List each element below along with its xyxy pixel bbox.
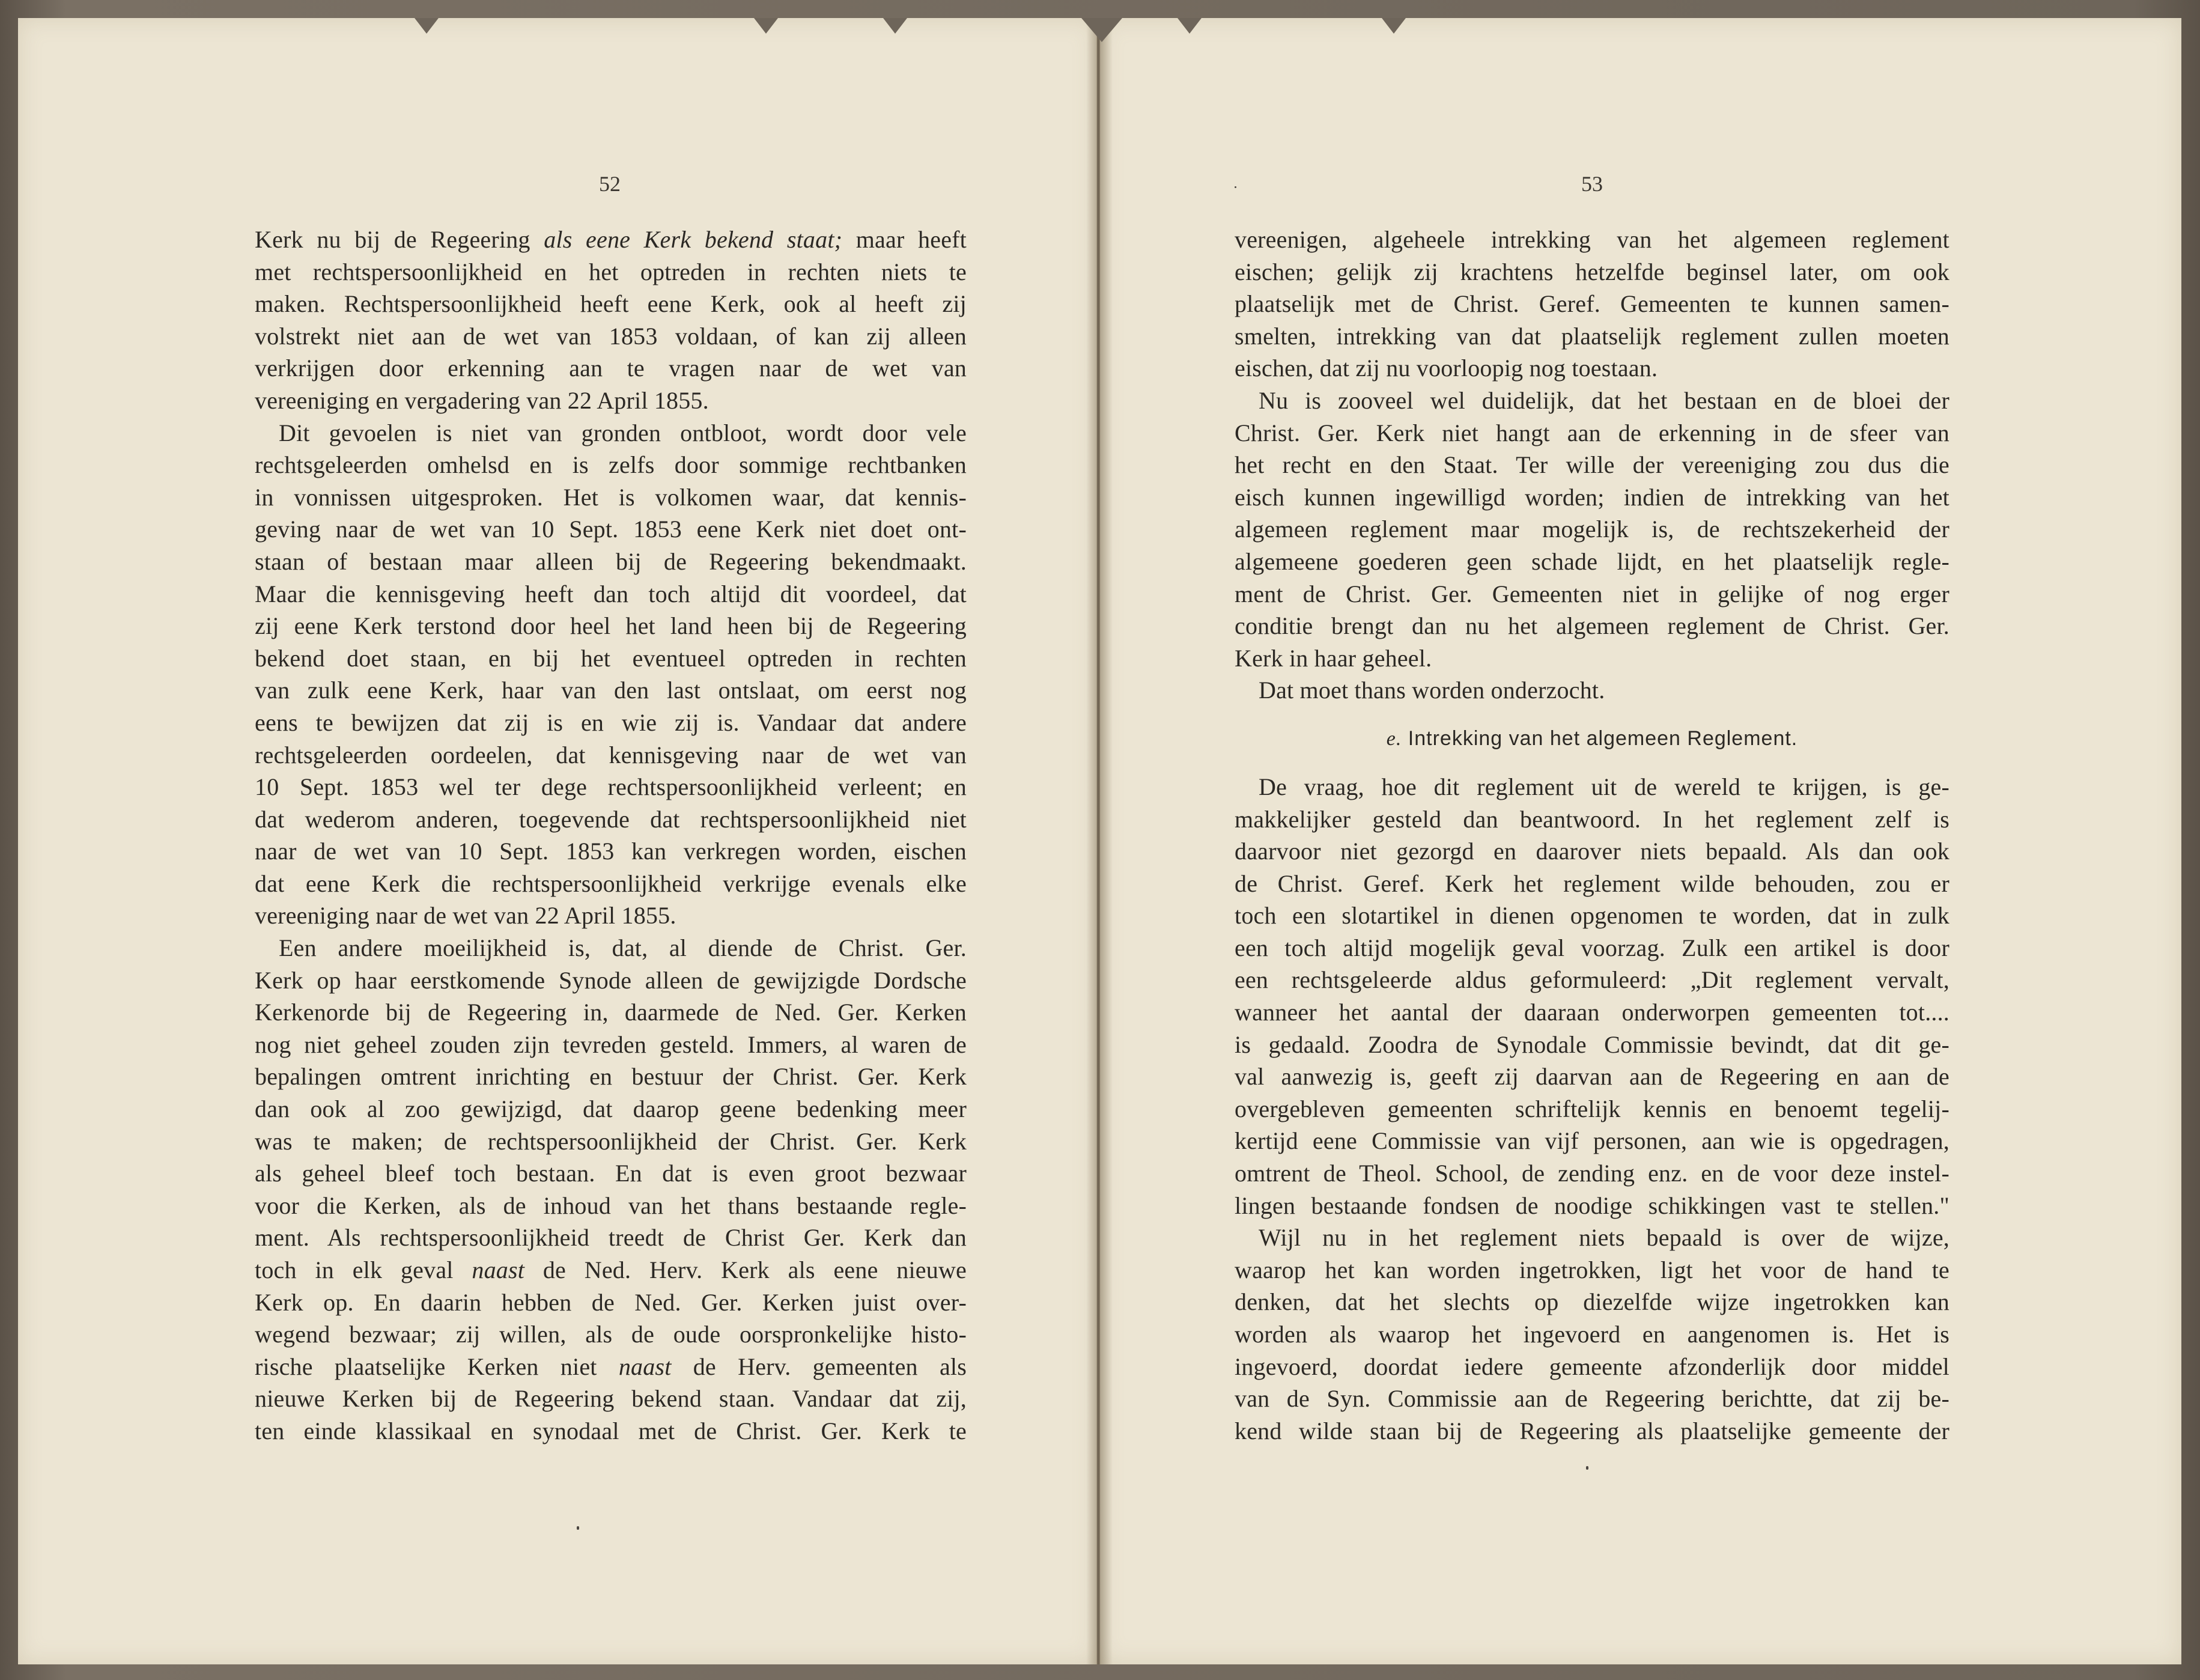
line-text: conditie brengt dan nu het algemeen reglement de Christ. Ger. — [1235, 612, 1949, 640]
text-line — [1235, 449, 1949, 481]
line-text: rechtsgeleerden oordeelen, dat kennisgeving naar de wet van — [255, 741, 967, 768]
line-text: vereeniging en vergadering van 22 April 1855. — [255, 386, 709, 414]
line-text: lingen bestaande fondsen de noodige schikkingen vast te stellen." — [1235, 1192, 1949, 1219]
text-line — [255, 385, 967, 417]
text-line — [255, 481, 967, 514]
left-page-body — [255, 224, 967, 1447]
line-text: dat eene Kerk die rechtspersoonlijkheid verkrijge evenals elke — [255, 869, 967, 897]
text-line — [255, 1157, 967, 1190]
text-line — [255, 417, 967, 449]
text-line — [1235, 1254, 1949, 1286]
line-text: is gedaald. Zoodra de Synodale Commissie bevindt, dat dit ge- — [1235, 1030, 1949, 1058]
page-number-left: 52 — [599, 172, 621, 196]
line-text: eisch kunnen ingewilligd worden; indien de intrekking van het — [1235, 483, 1949, 511]
text-line — [1235, 417, 1949, 449]
text-line — [255, 513, 967, 546]
text-line — [1235, 771, 1949, 803]
section-title: Intrekking van het algemeen Reglement. — [1408, 726, 1798, 750]
paper-tear — [1081, 18, 1122, 42]
line-text: als geheel bleef toch bestaan. En dat is even groot bezwaar — [255, 1160, 967, 1187]
text-line — [1235, 1093, 1949, 1125]
line-text: worden als waarop het ingevoerd en aangenomen is. Het is — [1235, 1321, 1949, 1348]
text-line — [1235, 1061, 1949, 1093]
line-text: kertijd eene Commissie van vijf personen, aan wie is opgedragen, — [1235, 1127, 1949, 1155]
text-line — [255, 610, 967, 642]
text-line — [255, 256, 967, 288]
paper-tear — [883, 18, 907, 34]
paper-tear — [1382, 18, 1406, 34]
text-line — [255, 1190, 967, 1222]
line-text: nieuwe Kerken bij de Regeering bekend staan. Vandaar dat zij, — [255, 1385, 967, 1413]
paper-tear — [754, 18, 778, 34]
text-line — [1235, 674, 1949, 707]
line-text: eischen; gelijk zij krachtens hetzelfde beginsel later, om ook — [1235, 258, 1949, 285]
text-line — [255, 1318, 967, 1351]
line-text: dan ook al zoo gewijzigd, dat daarop geene bedenking meer — [255, 1095, 967, 1123]
text-line — [1235, 546, 1949, 578]
text-line — [255, 1351, 967, 1383]
text-line — [255, 868, 967, 900]
line-text: plaatselijk met de Christ. Geref. Gemeenten te kunnen samen- — [1235, 290, 1949, 318]
text-line — [255, 546, 967, 578]
text-line — [255, 707, 967, 739]
line-text: wegend bezwaar; zij willen, als de oude oorspronkelijke histo- — [255, 1321, 967, 1348]
text-line — [1235, 1222, 1949, 1254]
line-text: met rechtspersoonlijkheid en het optreden in rechten niets te — [255, 258, 967, 285]
text-line — [1235, 803, 1949, 836]
line-italic-text: naast — [618, 1353, 672, 1380]
text-line — [1235, 1351, 1949, 1383]
line-text: algemeene goederen geen schade lijdt, en het plaatselijk regle- — [1235, 547, 1949, 575]
text-line — [1235, 578, 1949, 610]
line-text: van zulk eene Kerk, haar van den last ontslaat, om eerst nog — [255, 677, 967, 704]
text-line — [255, 1415, 967, 1447]
text-line — [1235, 996, 1949, 1029]
line-text: nog niet geheel zouden zijn tevreden gesteld. Immers, al waren de — [255, 1030, 967, 1058]
line-text-rest: de Herv. gemeenten als — [671, 1353, 967, 1380]
line-text: Kerk in haar geheel. — [1235, 644, 1432, 672]
line-text: geving naar de wet van 10 Sept. 1853 eene Kerk niet doet ont- — [255, 516, 967, 543]
text-line — [255, 1383, 967, 1415]
text-line — [1235, 288, 1949, 320]
line-text: verkrijgen door erkenning aan te vragen naar de wet van — [255, 355, 967, 382]
line-text: een toch altijd mogelijk geval voorzag. Zulk een artikel is door — [1235, 934, 1949, 961]
line-text: bekend doet staan, en bij het eventueel optreden in rechten — [255, 644, 967, 672]
line-text: daarvoor niet gezorgd en daarover niets bepaald. Als dan ook — [1235, 838, 1949, 865]
section-letter: e. — [1386, 727, 1402, 750]
text-line — [1235, 1318, 1949, 1351]
line-text: rische plaatselijke Kerken niet — [255, 1353, 619, 1380]
line-text: zij eene Kerk terstond door heel het land heen bij de Regeering — [255, 612, 967, 640]
line-text: rechtsgeleerden omhelsd en is zelfs door sommige rechtbanken — [255, 451, 967, 479]
text-line — [255, 803, 967, 836]
line-text: Dit gevoelen is niet van gronden ontbloot, wordt door vele — [279, 419, 967, 446]
text-line — [1235, 868, 1949, 900]
text-line — [1235, 835, 1949, 868]
text-line — [255, 899, 967, 932]
page-number-right: 53 — [1581, 172, 1603, 196]
text-line — [255, 835, 967, 868]
text-line — [255, 771, 967, 803]
line-text: voor die Kerken, als de inhoud van het thans bestaande regle- — [255, 1192, 967, 1219]
line-text: eens te bewijzen dat zij is en wie zij is. Vandaar dat andere — [255, 708, 967, 736]
line-text: een rechtsgeleerde aldus geformuleerd: „Dit reglement vervalt, — [1235, 966, 1949, 994]
line-text: Wijl nu in het reglement niets bepaald is over de wijze, — [1259, 1224, 1949, 1252]
line-text-rest: de Ned. Herv. Kerk als eene nieuwe — [524, 1256, 967, 1283]
right-page-body — [1235, 224, 1949, 1447]
text-line — [255, 1029, 967, 1061]
text-line — [255, 674, 967, 707]
line-text: Nu is zooveel wel duidelijk, dat het bestaan en de bloei der — [1259, 386, 1949, 414]
text-line — [1235, 899, 1949, 932]
text-line — [255, 1286, 967, 1319]
line-text: maken. Rechtspersoonlijkheid heeft eene Kerk, ook al heeft zij — [255, 290, 967, 318]
text-line — [255, 288, 967, 320]
line-italic-text: naast — [472, 1256, 525, 1283]
line-text: staan of bestaan maar alleen bij de Regeering bekendmaakt. — [255, 547, 967, 575]
text-line — [255, 1222, 967, 1254]
line-text: toch een slotartikel in dienen opgenomen te worden, dat in zulk — [1235, 902, 1949, 930]
line-text: 10 Sept. 1853 wel ter dege rechtspersoonlijkheid verleent; en — [255, 773, 967, 801]
line-text: dat wederom anderen, toegevende dat rechtspersoonlijkheid niet — [255, 805, 967, 833]
paper-speck — [1586, 1466, 1588, 1470]
text-line — [255, 1254, 967, 1286]
line-text: Een andere moeilijkheid is, dat, al diende de Christ. Ger. — [279, 934, 967, 962]
line-text: kend wilde staan bij de Regeering als plaatselijke gemeente der — [1235, 1417, 1949, 1444]
line-text: in vonnissen uitgesproken. Het is volkomen waar, dat kennis- — [255, 483, 967, 511]
line-text: ment de Christ. Ger. Gemeenten niet in gelijke of nog erger — [1235, 580, 1949, 607]
text-line — [255, 578, 967, 610]
text-line — [1235, 256, 1949, 288]
text-line — [1235, 1190, 1949, 1222]
section-heading — [1235, 707, 1949, 771]
line-text: makkelijker gesteld dan beantwoord. In het reglement zelf is — [1235, 805, 1949, 833]
line-text: Kerk nu bij de Regeering — [255, 226, 544, 253]
text-line — [1235, 932, 1949, 964]
text-line — [1235, 1125, 1949, 1157]
line-text: De vraag, hoe dit reglement uit de wereld te krijgen, is ge- — [1259, 773, 1949, 800]
text-line — [255, 996, 967, 1029]
text-line — [1235, 1383, 1949, 1415]
line-text: eischen, dat zij nu voorloopig nog toestaan. — [1235, 355, 1658, 382]
text-line — [1235, 385, 1949, 417]
line-text: wanneer het aantal der daaraan onderworpen gemeenten tot.... — [1235, 999, 1949, 1026]
line-text-rest: maar heeft — [842, 226, 967, 253]
line-text: waarop het kan worden ingetrokken, ligt het voor de hand te — [1235, 1256, 1949, 1283]
line-text: bepalingen omtrent inrichting en bestuur der Christ. Ger. Kerk — [255, 1063, 967, 1091]
line-text: denken, dat het slechts op diezelfde wijze ingetrokken kan — [1235, 1288, 1949, 1316]
line-text: volstrekt niet aan de wet van 1853 voldaan, of kan zij alleen — [255, 322, 967, 350]
text-line — [255, 739, 967, 772]
line-text: Dat moet thans worden onderzocht. — [1259, 677, 1605, 704]
line-text: van de Syn. Commissie aan de Regeering berichtte, dat zij be- — [1235, 1385, 1949, 1413]
line-text: naar de wet van 10 Sept. 1853 kan verkregen worden, eischen — [255, 838, 967, 865]
text-line — [1235, 1286, 1949, 1318]
text-line — [1235, 513, 1949, 546]
paper-tear — [1177, 18, 1202, 34]
text-line — [1235, 964, 1949, 996]
paper-tear — [415, 18, 439, 34]
line-text: Kerk op. En daarin hebben de Ned. Ger. Kerken juist over- — [255, 1288, 967, 1316]
line-text: de Christ. Geref. Kerk het reglement wilde behouden, zou er — [1235, 869, 1949, 897]
text-line — [1235, 352, 1949, 385]
text-line — [255, 352, 967, 385]
text-line — [255, 932, 967, 964]
line-text: smelten, intrekking van dat plaatselijk reglement zullen moeten — [1235, 322, 1949, 350]
text-line — [1235, 224, 1949, 256]
line-text: het recht en den Staat. Ter wille der vereeniging zou dus die — [1235, 451, 1949, 479]
right-page-body-before-heading — [1235, 224, 1949, 707]
text-line — [255, 320, 967, 353]
line-text: ment. Als rechtspersoonlijkheid treedt de Christ Ger. Kerk dan — [255, 1224, 967, 1252]
text-line — [1235, 610, 1949, 642]
text-line — [255, 1061, 967, 1093]
text-line — [255, 1125, 967, 1158]
line-text: toch in elk geval — [255, 1256, 472, 1283]
line-text: val aanwezig is, geeft zij daarvan aan de Regeering en aan de — [1235, 1063, 1949, 1091]
text-line — [1235, 1415, 1949, 1447]
text-line — [255, 224, 967, 256]
line-text: Kerkenorde bij de Regeering in, daarmede de Ned. Ger. Kerken — [255, 999, 967, 1026]
text-line — [1235, 481, 1949, 514]
line-text: overgebleven gemeenten schriftelijk kennis en benoemt tegelij- — [1235, 1095, 1949, 1122]
line-text: ten einde klassikaal en synodaal met de Christ. Ger. Kerk te — [255, 1417, 967, 1444]
right-page-body-after-heading — [1235, 771, 1949, 1447]
text-line — [255, 642, 967, 675]
text-line — [1235, 1157, 1949, 1190]
text-line — [255, 1093, 967, 1125]
line-text: vereenigen, algeheele intrekking van het algemeen reglement — [1235, 226, 1949, 253]
text-line — [1235, 1029, 1949, 1061]
line-text: vereeniging naar de wet van 22 April 1855. — [255, 902, 676, 930]
line-text: Kerk op haar eerstkomende Synode alleen de gewijzigde Dordsche — [255, 966, 967, 994]
text-line — [255, 449, 967, 481]
line-text: omtrent de Theol. School, de zending enz. en de voor deze instel- — [1235, 1160, 1949, 1187]
line-italic-text: als eene Kerk bekend staat; — [544, 226, 843, 253]
line-text: was te maken; de rechtspersoonlijkheid der Christ. Ger. Kerk — [255, 1127, 967, 1155]
paper-speck — [577, 1526, 579, 1530]
text-line — [255, 964, 967, 997]
line-text: algemeen reglement maar mogelijk is, de rechtszekerheid der — [1235, 516, 1949, 543]
line-text: Christ. Ger. Kerk niet hangt aan de erkenning in de sfeer van — [1235, 419, 1949, 446]
text-line — [1235, 642, 1949, 675]
line-text: ingevoerd, doordat iedere gemeente afzonderlijk door middel — [1235, 1353, 1949, 1380]
text-line — [1235, 320, 1949, 353]
line-text: Maar die kennisgeving heeft dan toch altijd dit voordeel, dat — [255, 580, 967, 607]
paper-speck — [1235, 186, 1236, 188]
